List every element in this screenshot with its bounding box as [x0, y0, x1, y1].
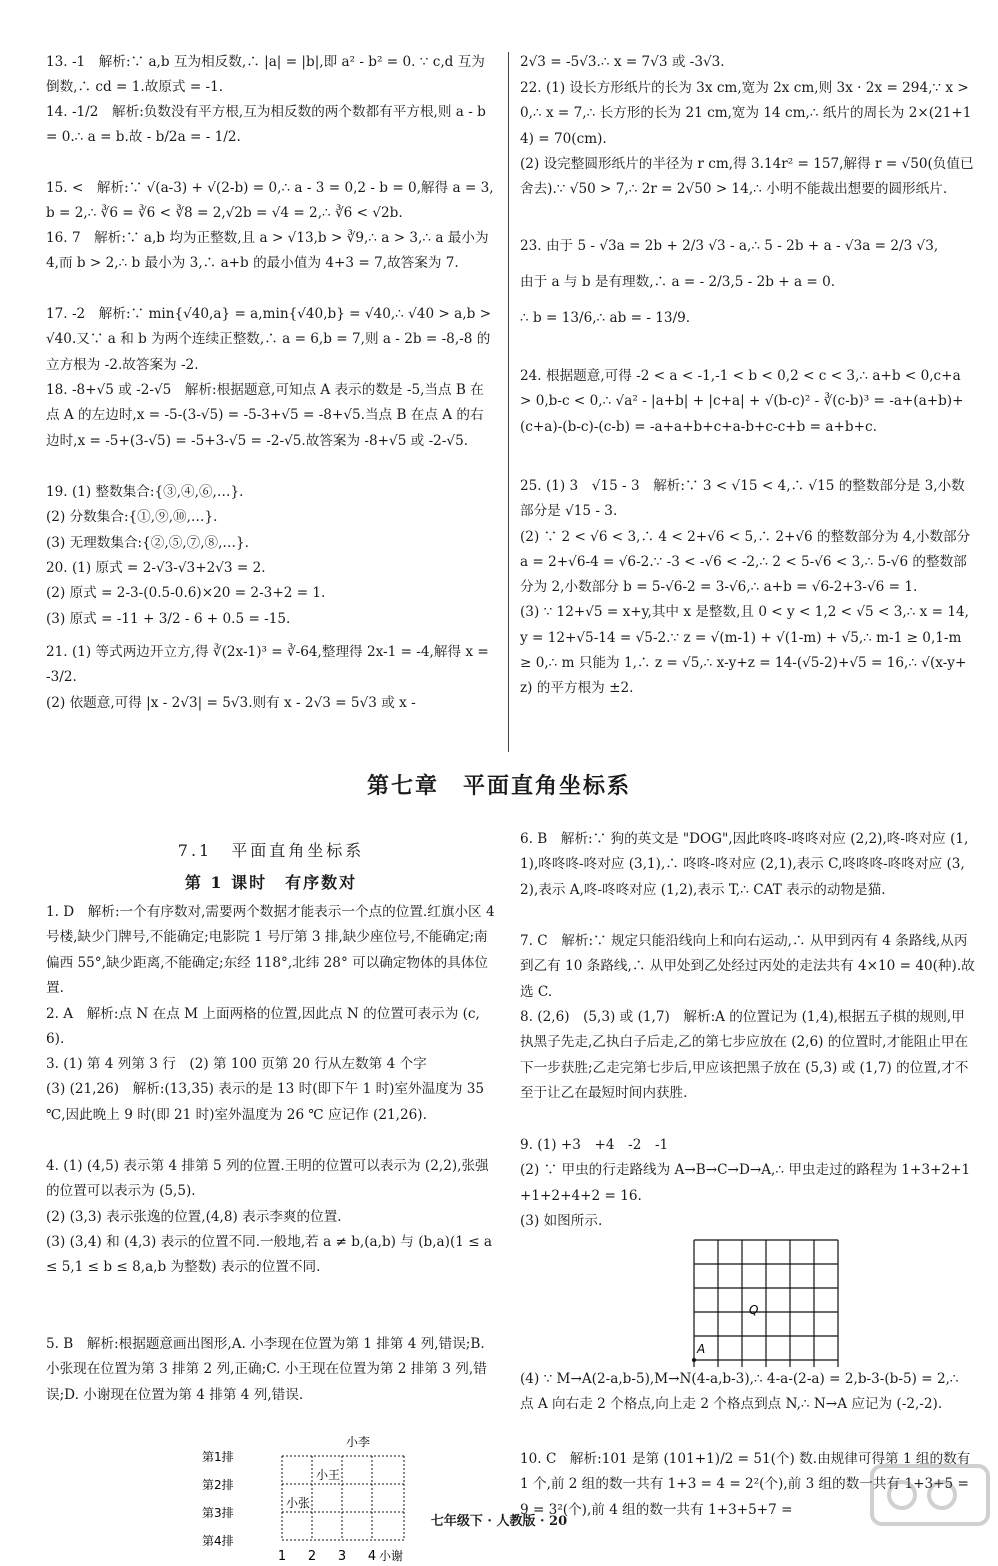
seat-row-1: 第1排 [202, 1450, 234, 1464]
seat-name-li: 小李 [346, 1435, 371, 1449]
column-divider [508, 52, 509, 752]
grid-label-q: Q [749, 1303, 759, 1317]
answer-24: 24. 根据题意,可得 -2 < a < -1,-1 < b < 0,2 < c < 3,∴ a+b < 0,c+a > 0,b-c < 0,∴ √a² - |a+b| + |c+a| + √(b-c)² - ∛(c-b)³ = -a+(a+b)+(c+a)-(b-c)-(c-b) = -a+a+b+c+a-b+c-c+b = a+b+c. [520, 368, 964, 435]
seat-col-2: 2 [307, 1549, 317, 1564]
answer-20: 20. (1) 原式 = 2-√3-√3+2√3 = 2. (2) 原式 = 2-3-(0.5-0.6)×20 = 2-3+2 = 1. (3) 原式 = -11 + 3/2 - 6 + 0.5 = -15. [46, 560, 326, 627]
answer-5: 5. B 解析:根据题意画出图形,A. 小李现在位置为第 1 排第 4 列,错误;B. 小张现在位置为第 3 排第 2 列,正确;C. 小王现在位置为第 2 排第 3 列,错误;D. 小谢现在位置为第 4 排第 4 列,错误. [46, 1336, 487, 1403]
answer-1: 1. D 解析:一个有序数对,需要两个数据才能表示一个点的位置.红旗小区 4 号楼,缺少门牌号,不能确定;电影院 1 号厅第 3 排,缺少座位号,不能确定;南偏西 55°,缺少距离,不能确定;东经 118°,北纬 28° 可以确定物体的具体位置. [46, 904, 495, 996]
answer-8: 8. (2,6) (5,3) 或 (1,7) 解析:A 的位置记为 (1,4),根据五子棋的规则,甲执黑子先走,乙执白子后走,乙的第七步应放在 (2,6) 的位置时,才能阻止甲在下一步获胜;乙走完第七步后,甲应该把黑子放在 (5,3) 或 (1,7) 的位置,才不至于让乙在最短时间内获胜. [520, 1009, 969, 1101]
answer-13: 13. -1 解析:∵ a,b 互为相反数,∴ |a| = |b|,即 a² - b² = 0. ∵ c,d 互为倒数,∴ cd = 1.故原式 = -1. [46, 54, 485, 96]
answer-6: 6. B 解析:∵ 狗的英文是 "DOG",因此咚咚-咚咚对应 (2,2),咚-咚对应 (1,1),咚咚咚-咚对应 (3,1),∴ 咚咚-咚对应 (2,1),表示 C,咚咚咚-咚咚对应 (3,2),表示 A,咚-咚咚对应 (1,2),表示 T,∴ CAT 表示的动物是猫. [520, 831, 969, 898]
seat-row-2: 第2排 [202, 1478, 234, 1492]
seat-col-3: 3 [337, 1549, 347, 1564]
answers-6-10 [520, 827, 976, 1553]
answer-15: 15. < 解析:∵ √(a-3) + √(2-b) = 0,∴ a - 3 = 0,2 - b = 0,解得 a = 3,b = 2,∴ ∛6 = ∛6 < ∛8 = 2,√2b = √4 = 2,∴ ∛6 < √2b. [46, 180, 494, 222]
seat-row-4: 第4排 [202, 1534, 234, 1548]
answer-19: 19. (1) 整数集合:{③,④,⑥,…}. (2) 分数集合:{①,⑨,⑩,…}. (3) 无理数集合:{②,⑤,⑦,⑧,…}. [46, 484, 249, 551]
answer-7: 7. C 解析:∵ 规定只能沿线向上和向右运动,∴ 从甲到丙有 4 条路线,从丙到乙有 10 条路线,∴ 从甲处到乙处经过丙处的走法共有 4×10 = 40(种).故选 C. [520, 933, 975, 1000]
point-a [692, 1358, 696, 1362]
answer-14: 14. -1/2 解析:负数没有平方根,互为相反数的两个数都有平方根,则 a - b = 0.∴ a = b.故 - b/2a = - 1/2. [46, 104, 486, 146]
answer-9-part4: (4) ∵ M→A(2-a,b-5),M→N(4-a,b-3),∴ 4-a-(2-a) = 2,b-3-(b-5) = 2,∴ 点 A 向右走 2 个格点,向上走 2 个格点到点 N,∴ N→A 应记为 (-2,-2). [520, 1371, 959, 1413]
seat-name-wang: 小王 [316, 1468, 341, 1482]
seat-name-xie: 小谢 [379, 1549, 404, 1563]
page-footer: 七年级下 · 人教版 · 20 [430, 1514, 568, 1529]
answer-10: 10. C 解析:101 是第 (101+1)/2 = 51(个) 数.由规律可得第 1 组的数有 1 个,前 2 组的数一共有 1+3 = 4 = 2²(个),前 3 组的数一共有 1+3+5 = 9 = 3²(个),前 4 组的数一共有 1+3+5+7 = [520, 1451, 971, 1518]
answers-1-5 [46, 900, 496, 1566]
answer-22: 22. (1) 设长方形纸片的长为 3x cm,宽为 2x cm,则 3x · 2x = 294,∵ x > 0,∴ x = 7,∴ 长方形的长为 21 cm,宽为 14 cm,∴ 纸片的周长为 2×(21+14) = 70(cm). (2) 设完整圆形纸片的半径为 r cm,得 3.14r² = 157,解得 r = √50(负值已舍去).∵ √50 > 7,∴ 2r = 2√50 > 14,∴ 小明不能裁出想要的圆形纸片. [520, 80, 974, 198]
answer-21-cont: 2√3 = -5√3.∴ x = 7√3 或 -3√3. [520, 54, 725, 70]
seat-name-zhang: 小张 [286, 1496, 311, 1510]
lesson-title: 第 1 课时 有序数对 [184, 873, 358, 892]
answer-23: 23. 由于 5 - √3a = 2b + 2/3 √3 - a,∴ 5 - 2b + a - √3a = 2/3 √3, 由于 a 与 b 是有理数,∴ a = - 2/3,5 - 2b + a = 0. ∴ b = 13/6,∴ ab = - 13/9. [520, 238, 939, 326]
answer-16: 16. 7 解析:∵ a,b 均为正整数,且 a > √13,b > ∛9,∴ a > 3,∴ a 最小为 4,而 b > 2,∴ b 最小为 3,∴ a+b 的最小值为 4+3 = 7,故答案为 7. [46, 230, 489, 272]
chapter-title: 第七章 平面直角坐标系 [366, 774, 631, 799]
answer-4: 4. (1) (4,5) 表示第 4 排第 5 列的位置.王明的位置可以表示为 (2,2),张强的位置可以表示为 (5,5). (2) (3,3) 表示张逸的位置,(4,8) 表示李爽的位置. (3) (3,4) 和 (4,3) 表示的位置不同.一般地,若 a ≠ b,(a,b) 与 (b,a)(1 ≤ a ≤ 5,1 ≤ b ≤ 8,a,b 为整数) 表示的位置不同. [46, 1158, 493, 1276]
seat-diagram [46, 1434, 496, 1566]
section-title: 7.1 平面直角坐标系 [177, 841, 365, 860]
grid-label-a: A [697, 1342, 706, 1356]
insect-grid-figure [520, 1235, 976, 1367]
answer-25: 25. (1) 3 √15 - 3 解析:∵ 3 < √15 < 4,∴ √15 的整数部分是 3,小数部分是 √15 - 3. (2) ∵ 2 < √6 < 3,∴ 4 < 2+√6 < 5,∴ 2+√6 的整数部分为 4,小数部分 a = 2+√6-4 = √6-2.∵ -3 < -√6 < -2,∴ 2 < 5-√6 < 3,∴ 5-√6 的整数部分为 2,小数部分 b = 5-√6-2 = 3-√6,∴ a+b = √6-2+3-√6 = 1. (3) ∵ 12+√5 = x+y,其中 x 是整数,且 0 < y < 1,2 < √5 < 3,∴ x = 14,y = 12+√5-14 = √5-2.∵ z = √(m-1) + √(1-m) + √5,∴ m-1 ≥ 0,1-m ≥ 0,∴ m 只能为 1,∴ z = √5,∴ x-y+z = 14-(√5-2)+√5 = 16,∴ √(x-y+z) 的平方根为 ±2. [520, 478, 971, 697]
answer-17: 17. -2 解析:∵ min{√40,a} = a,min{√40,b} = √40,∴ √40 > a,b > √40.又∵ a 和 b 为两个连续正整数,∴ a = 6,b = 7,则 a - 2b = -8,-8 的立方根为 -2.故答案为 -2. [46, 306, 491, 373]
answer-3: 3. (1) 第 4 列第 3 行 (2) 第 100 页第 20 行从左数第 4 个字 (3) (21,26) 解析:(13,35) 表示的是 13 时(即下午 1 时)室外温度为 35 ℃,因此晚上 9 时(即 21 时)室外温度为 26 ℃ 应记作 (21,26). [46, 1056, 485, 1123]
answer-18: 18. -8+√5 或 -2-√5 解析:根据题意,可知点 A 表示的数是 -5,当点 B 在点 A 的左边时,x = -5-(3-√5) = -5-3+√5 = -8+√5.当点 B 在点 A 的右边时,x = -5+(3-√5) = -5+3-√5 = -2-√5.故答案为 -8+√5 或 -2-√5. [46, 382, 484, 449]
seat-row-3: 第3排 [202, 1506, 234, 1520]
answers-13-21 [46, 50, 496, 750]
seat-col-1: 1 [277, 1549, 287, 1564]
seat-col-4: 4 [367, 1549, 377, 1564]
answer-2: 2. A 解析:点 N 在点 M 上面两格的位置,因此点 N 的位置可表示为 (c,6). [46, 1006, 480, 1048]
answer-21: 21. (1) 等式两边开立方,得 ∛(2x-1)³ = ∛-64,整理得 2x-1 = -4,解得 x = -3/2. (2) 依题意,可得 |x - 2√3| = 5√3.则有 x - 2√3 = 5√3 或 x - [46, 644, 489, 711]
answer-9: 9. (1) +3 +4 -2 -1 (2) ∵ 甲虫的行走路线为 A→B→C→D→A,∴ 甲虫走过的路程为 1+3+2+1+1+2+4+2 = 16. (3) 如图所示. [520, 1137, 971, 1229]
answers-21-25 [520, 50, 976, 754]
